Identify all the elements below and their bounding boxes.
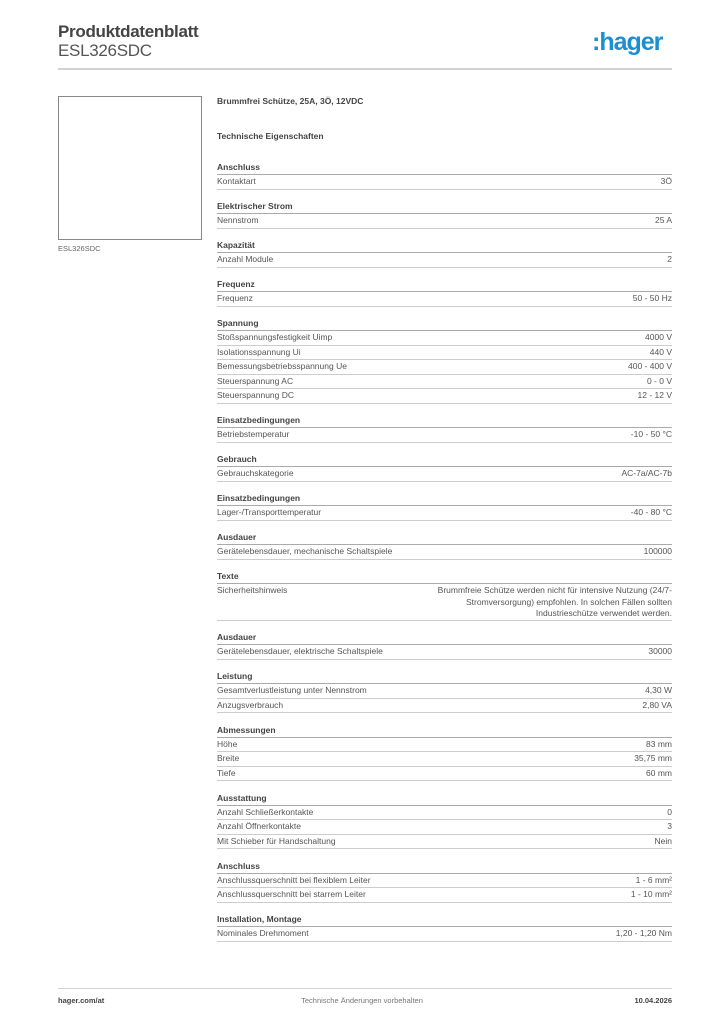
page-title: Produktdatenblatt [58, 22, 199, 41]
spec-value: 0 [667, 806, 672, 817]
footer-website[interactable]: hager.com/at [58, 996, 105, 1005]
spec-row [217, 428, 672, 443]
spec-value: AC-7a/AC-7b [621, 468, 672, 478]
spec-label: Nennstrom [217, 215, 259, 225]
spec-label: Anzahl Öffnerkontakte [217, 821, 301, 831]
spec-section [217, 792, 672, 850]
spec-label: Frequenz [217, 293, 253, 303]
spec-section [217, 239, 672, 268]
spec-section [217, 913, 672, 942]
spec-row [217, 375, 672, 390]
spec-value: -40 - 80 °C [630, 507, 672, 517]
product-code: ESL326SDC [58, 41, 152, 60]
spec-row [217, 767, 672, 782]
section-heading: Anschluss [217, 860, 672, 874]
spec-label: Steuerspannung DC [217, 390, 295, 400]
spec-label: Steuerspannung AC [217, 375, 294, 386]
spec-label: Isolationsspannung Ui [217, 346, 301, 357]
spec-label: Sicherheitshinweis [217, 585, 288, 595]
section-heading: Kapazität [217, 239, 672, 253]
footer-date: 10.04.2026 [634, 996, 672, 1005]
spec-value: 2,80 VA [642, 699, 672, 710]
spec-value: 1,20 - 1,20 Nm [615, 928, 672, 938]
spec-row [217, 820, 672, 835]
spec-value: 83 mm [646, 738, 672, 749]
spec-section [217, 492, 672, 521]
product-name: Brummfrei Schütze, 25A, 3Ö, 12VDC [217, 96, 364, 106]
spec-section [217, 860, 672, 903]
section-heading: Ausdauer [217, 631, 672, 645]
spec-row [217, 806, 672, 821]
tech-heading: Technische Eigenschaften [217, 131, 324, 141]
spec-value: 50 - 50 Hz [632, 293, 672, 303]
section-heading: Abmessungen [217, 724, 672, 738]
spec-row [217, 835, 672, 850]
spec-row [217, 253, 672, 268]
footer-notice: Technische Änderungen vorbehalten [301, 996, 423, 1005]
spec-row [217, 752, 672, 767]
spec-value: 400 - 400 V [628, 361, 672, 371]
spec-row [217, 360, 672, 375]
spec-value: 4000 V [645, 332, 672, 342]
spec-value: 12 - 12 V [637, 390, 672, 400]
spec-content [217, 96, 672, 952]
spec-row [217, 584, 672, 621]
spec-value: 3 [667, 821, 672, 831]
spec-row [217, 545, 672, 560]
spec-value: 35,75 mm [634, 753, 672, 763]
section-heading: Einsatzbedingungen [217, 492, 672, 506]
spec-row [217, 331, 672, 346]
spec-value: 30000 [648, 646, 672, 656]
section-heading: Frequenz [217, 278, 672, 292]
spec-row [217, 888, 672, 903]
spec-section [217, 453, 672, 482]
spec-row [217, 699, 672, 714]
spec-row [217, 346, 672, 361]
spec-section [217, 531, 672, 560]
spec-label: Gerätelebensdauer, elektrische Schaltspiele [217, 646, 383, 656]
spec-value: 3Ö [660, 176, 672, 186]
spec-row [217, 389, 672, 404]
section-heading: Einsatzbedingungen [217, 414, 672, 428]
spec-label: Mit Schieber für Handschaltung [217, 835, 336, 846]
spec-row [217, 292, 672, 307]
spec-label: Breite [217, 753, 240, 763]
spec-section [217, 414, 672, 443]
spec-value: 100000 [643, 546, 672, 556]
spec-label: Lager-/Transporttemperatur [217, 507, 322, 517]
spec-row [217, 175, 672, 190]
section-heading: Elektrischer Strom [217, 200, 672, 214]
section-heading: Gebrauch [217, 453, 672, 467]
section-heading: Anschluss [217, 161, 672, 175]
spec-label: Kontaktart [217, 176, 256, 186]
spec-row [217, 214, 672, 229]
spec-value: -10 - 50 °C [630, 429, 672, 439]
spec-label: Gesamtverlustleistung unter Nennstrom [217, 685, 367, 695]
spec-section [217, 631, 672, 660]
spec-section [217, 724, 672, 782]
spec-section [217, 317, 672, 404]
spec-label: Gerätelebensdauer, mechanische Schaltspiele [217, 546, 393, 556]
section-heading: Installation, Montage [217, 913, 672, 927]
spec-label: Anzahl Schließerkontakte [217, 806, 314, 817]
spec-row [217, 927, 672, 942]
spec-section [217, 278, 672, 307]
spec-label: Höhe [217, 738, 238, 749]
hager-logo: :hager [592, 28, 663, 56]
spec-value: 1 - 10 mm² [630, 889, 672, 899]
spec-row [217, 738, 672, 753]
spec-label: Gebrauchskategorie [217, 468, 294, 478]
spec-row [217, 684, 672, 699]
header-divider [58, 68, 672, 70]
spec-section [217, 161, 672, 190]
spec-value: 440 V [649, 346, 672, 357]
spec-label: Betriebstemperatur [217, 429, 290, 439]
spec-row [217, 506, 672, 521]
spec-section [217, 200, 672, 229]
spec-value: 25 A [654, 215, 672, 225]
image-caption: ESL326SDC [58, 244, 101, 253]
spec-label: Stoßspannungsfestigkeit Uimp [217, 332, 333, 342]
spec-label: Tiefe [217, 767, 236, 778]
spec-label: Nominales Drehmoment [217, 928, 309, 938]
spec-row [217, 645, 672, 660]
spec-value: 4,30 W [645, 685, 672, 695]
spec-value: 1 - 6 mm² [635, 874, 672, 885]
spec-section [217, 570, 672, 621]
spec-label: Anschlussquerschnitt bei flexiblem Leiter [217, 874, 371, 885]
spec-row [217, 874, 672, 889]
spec-label: Anzahl Module [217, 254, 274, 264]
section-heading: Texte [217, 570, 672, 584]
spec-sections [217, 161, 672, 942]
section-heading: Spannung [217, 317, 672, 331]
spec-value: 60 mm [646, 767, 672, 778]
spec-value: 2 [667, 254, 672, 264]
section-heading: Ausstattung [217, 792, 672, 806]
spec-label: Anschlussquerschnitt bei starrem Leiter [217, 889, 366, 899]
spec-row [217, 467, 672, 482]
spec-value: Brummfreie Schütze werden nicht für intensive Nutzung (24/7-Stromversorgung) empfohlen. In solchen Fällen sollten Industrieschütze verwendet werden. [437, 585, 672, 618]
spec-value: 0 - 0 V [646, 375, 672, 386]
spec-section [217, 670, 672, 713]
spec-label: Bemessungsbetriebsspannung Ue [217, 361, 347, 371]
footer-divider [58, 988, 672, 989]
section-heading: Ausdauer [217, 531, 672, 545]
spec-label: Anzugsverbrauch [217, 699, 284, 710]
spec-value: Nein [654, 835, 672, 846]
product-image [58, 96, 202, 240]
section-heading: Leistung [217, 670, 672, 684]
